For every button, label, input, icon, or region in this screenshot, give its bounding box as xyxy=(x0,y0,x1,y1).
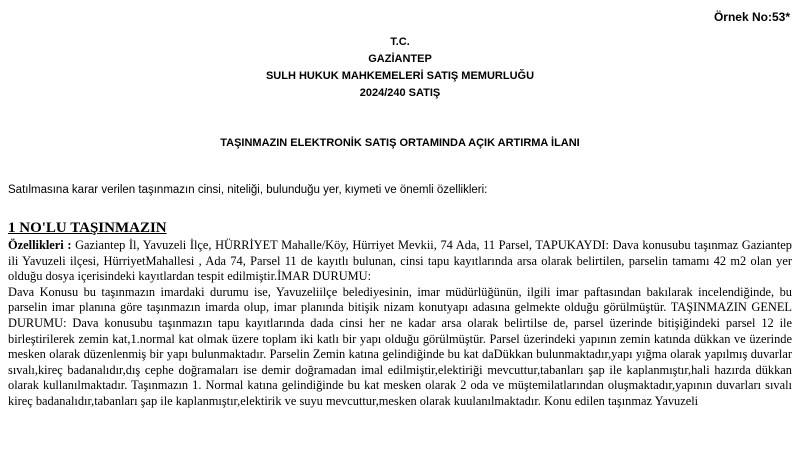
paragraph-zoning: Dava Konusu bu taşınmazın imardaki durumu ise, Yavuzeliilçe belediyesinin, imar müdürlüğünün, ilgili imar paftasından bakılarak incelendiğinde, bu parselin imar planına göre taşınmazın imarda olup, imar planında bitişik nizam konutyapı adasına gelmekte olduğu görülmüştür. TAŞINMAZIN GENEL DURUMU: Dava konusubu taşınmazın tapu kayıtlarında dada cinsi her ne kadar arsa olarak belirtilse de, parsel üzerinde bitişiğindeki parsel 12 ile birleştirilerek zemin kat,1.normal kat olmak üzere toplam iki katlı bir yapı olduğu görülmüştür. Parsel üzerindeki yapının zemin katında dükkan ve üzerinde mesken olarak düzenlenmiş bir yapı bulunmaktadır. Parselin Zemin katına gelindiğinde bu kat daDükkan bulunmaktadır,yapı yığma olarak yapılmış duvarlar sıvalı,kireç badanalıdır,dış cephe doğramaları ise demir doğramadan imal edilmiştir,elektiriği mevcuttur,tabanları şap ile kaplanmıştır,hali hazırda dükkan olarak kullanılmaktadır. Taşınmazın 1. Normal katına gelindiğinde bu kat mesken olarak 2 oda ve müştemilatlarından oluşmaktadır,yapının duvarları sıvalı kireç badanalıdır,tabanları şap ile kaplanmıştır,elektirik ve suyu mevcuttur,mesken olarak kuulanılmaktadır. Konu edilen taşınmaz Yavuzeli xyxy=(8,284,792,408)
notice-title: TAŞINMAZIN ELEKTRONİK SATIŞ ORTAMINDA AÇIK ARTIRMA İLANI xyxy=(220,137,580,149)
header-tc: T.C. xyxy=(390,36,410,48)
properties-label: Özellikleri : xyxy=(8,238,72,252)
intro-text: Satılmasına karar verilen taşınmazın cinsi, niteliği, bulunduğu yer, kıymeti ve önemli özellikleri: xyxy=(8,184,488,196)
properties-text: Gaziantep İl, Yavuzeli İlçe, HÜRRİYET Mahalle/Köy, Hürriyet Mevkii, 74 Ada, 11 Parsel, TAPUKAYDI: Dava konusubu taşınmaz Gaziantep ili Yavuzeli ilçesi, HürriyetMahallesi , Ada 74, Parsel 11 de kayıtlı bulunan, cinsi tapu kayıtlarında arsa olarak belirtilen, parselin tamamı 42 m2 olan yer olduğu dosya içerisindeki kayıtlardan tespit edilmiştir.İMAR DURUMU: xyxy=(8,238,793,284)
sample-number: Örnek No:53* xyxy=(713,10,790,24)
header-office: SULH HUKUK MAHKEMELERİ SATIŞ MEMURLUĞU xyxy=(265,70,535,82)
paragraph-properties xyxy=(8,238,792,285)
section-body xyxy=(8,238,792,410)
section-heading: 1 NO'LU TAŞINMAZIN xyxy=(8,220,167,236)
header-file-number: 2024/240 SATIŞ xyxy=(359,87,441,99)
header-city: GAZİANTEP xyxy=(368,53,432,65)
